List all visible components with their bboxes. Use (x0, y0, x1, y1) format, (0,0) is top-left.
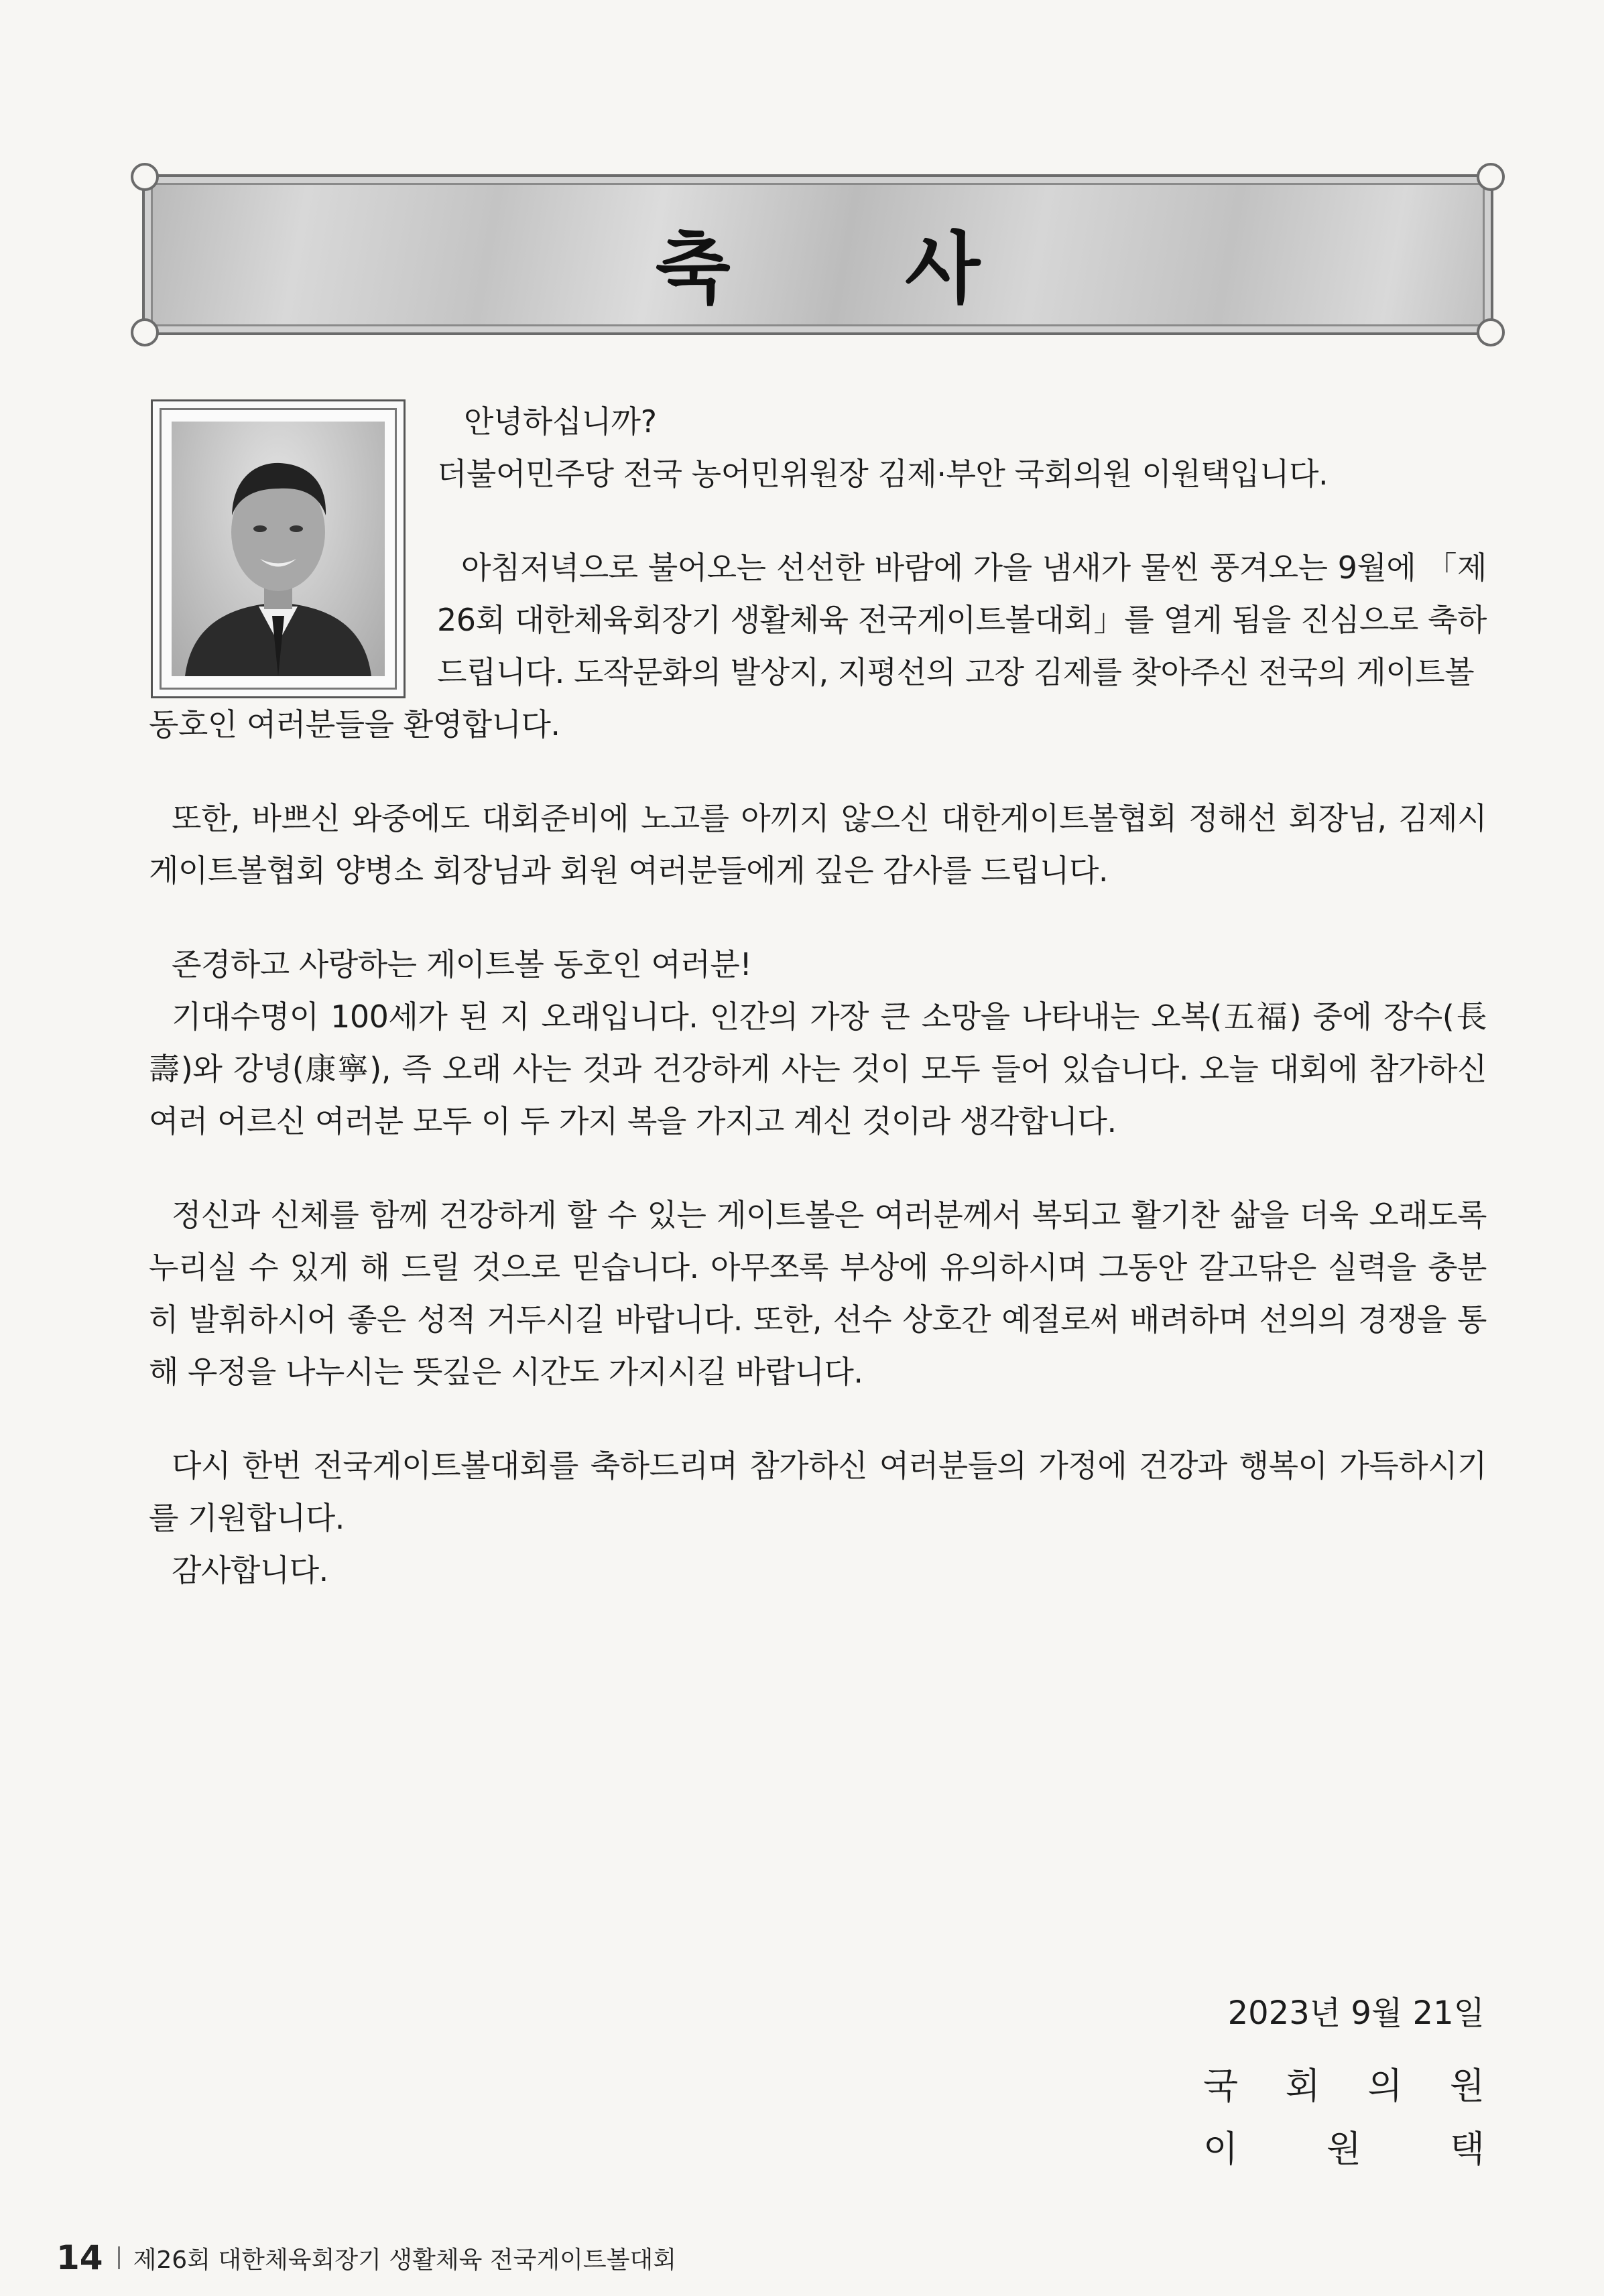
spacer (149, 1398, 1487, 1440)
greeting: 안녕하십니까? (464, 403, 657, 440)
page-footer (56, 2238, 676, 2277)
paragraph-welcome: 아침저녁으로 불어오는 선선한 바람에 가을 냄새가 물씬 풍겨오는 9월에 「제 26회 대한체육회장기 생활체육 전국게이트볼대회」를 열게 됨을 진심으로 축하드립니다. 도작문화의 발상지, 지평선의 고장 김제를 찾아주신 전국의 게이트볼 (437, 550, 1487, 690)
signature-name (1203, 2120, 1485, 2172)
signature-title-char: 회 (1285, 2065, 1320, 2107)
page-title: 축 사 (655, 224, 1054, 314)
signature-title-char: 의 (1367, 2065, 1403, 2107)
banner-corner-notch (131, 163, 159, 191)
title-banner (142, 174, 1493, 335)
paragraph-blessing: 다시 한번 전국게이트볼대회를 축하드리며 참가하신 여러분들의 가정에 건강과 행복이 가득하시기를 기원합니다. (149, 1448, 1487, 1536)
signature-name-char: 원 (1326, 2128, 1362, 2170)
paragraph-thanks: 또한, 바쁘신 와중에도 대회준비에 노고를 아끼지 않으신 대한게이트볼협회 정해선 회장님, 김제시게이트볼협회 양병소 회장님과 회원 여러분들에게 깊은 감사를 드립니다. (149, 800, 1487, 889)
banner-corner-notch (131, 318, 159, 346)
footer-event-name: 제26회 대한체육회장기 생활체육 전국게이트볼대회 (133, 2246, 677, 2274)
paragraph-wishes: 정신과 신체를 함께 건강하게 할 수 있는 게이트볼은 여러분께서 복되고 활기찬 삶을 더욱 오래도록 누리실 수 있게 해 드릴 것으로 믿습니다. 아무쪼록 부상에 유의하시며 그동안 갈고닦은 실력을 충분히 발휘하시어 좋은 성적 거두시길 바랍니다. 또한, 선수 상호간 예절로써 배려하며 선의의 경쟁을 통해 우정을 나누시는 뜻깊은 시간도 가지시길 바랍니다. (149, 1197, 1487, 1390)
footer-divider (118, 2246, 120, 2269)
page-number: 14 (56, 2238, 103, 2277)
spacer (149, 1147, 1487, 1189)
self-introduction: 더불어민주당 전국 농어민위원장 김제·부안 국회의원 이원택입니다. (437, 456, 1329, 492)
signature-title-char: 국 (1203, 2065, 1239, 2107)
signature-title-char: 원 (1449, 2065, 1485, 2107)
closing-thanks: 감사합니다. (172, 1552, 328, 1588)
signature-name-char: 이 (1203, 2128, 1239, 2170)
paragraph-welcome-end: 동호인 여러분들을 환영합니다. (149, 706, 560, 743)
letter-date: 2023년 9월 21일 (1227, 1994, 1485, 2032)
banner-corner-notch (1477, 163, 1505, 191)
signature-name-char: 택 (1449, 2128, 1485, 2170)
spacer (149, 751, 1487, 792)
signature-title (1203, 2057, 1485, 2109)
spacer (149, 897, 1487, 938)
banner-corner-notch (1477, 318, 1505, 346)
paragraph-address: 존경하고 사랑하는 게이트볼 동호인 여러분! (172, 946, 752, 982)
congratulatory-letter (149, 395, 1487, 1596)
spacer (149, 500, 1487, 541)
paragraph-longevity: 기대수명이 100세가 된 지 오래입니다. 인간의 가장 큰 소망을 나타내는 오복(五福) 중에 장수(長壽)와 강녕(康寧), 즉 오래 사는 것과 건강하게 사는 것이 모두 들어 있습니다. 오늘 대회에 참가하신 여러 어르신 여러분 모두 이 두 가지 복을 가지고 계신 것이라 생각합니다. (149, 999, 1487, 1139)
